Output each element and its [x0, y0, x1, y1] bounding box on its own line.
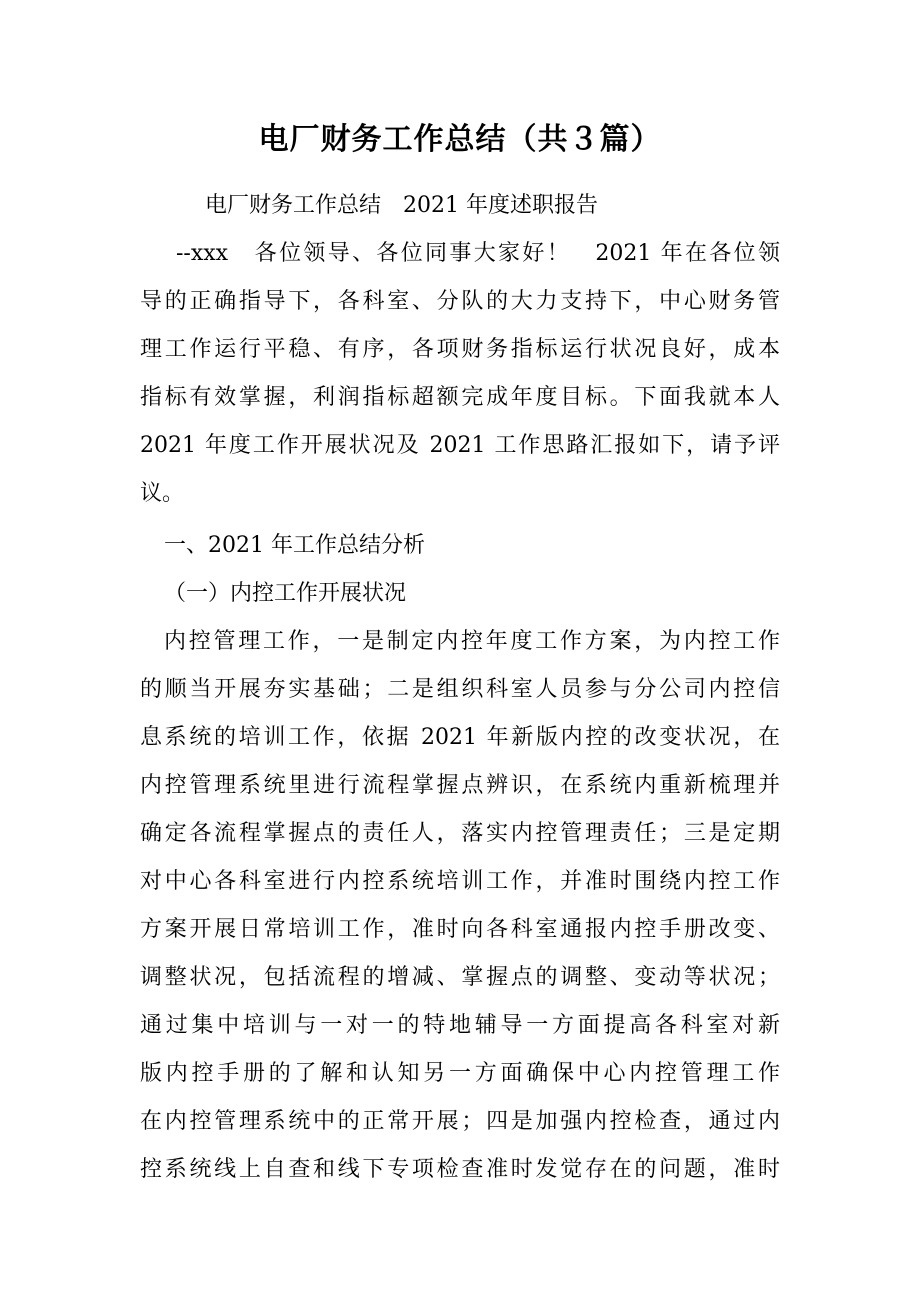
paragraph-line: 在内控管理系统中的正常开展；四是加强内控检查，通过内 [140, 1109, 780, 1134]
paragraph-line: 息系统的培训工作，依据 2021 年新版内控的改变状况，在 [140, 725, 780, 750]
paragraph-line: 确定各流程掌握点的责任人，落实内控管理责任；三是定期 [140, 821, 780, 846]
paragraph-line: 议。 [140, 481, 185, 506]
paragraph-line: 内控管理工作，一是制定内控年度工作方案，为内控工作 [164, 629, 780, 654]
paragraph-line: 控系统线上自查和线下专项检查准时发觉存在的问题，准时 [140, 1157, 780, 1182]
paragraph-line: 的顺当开展夯实基础；二是组织科室人员参与分公司内控信 [140, 677, 780, 702]
paragraph-line: 通过集中培训与一对一的特地辅导一方面提高各科室对新 [140, 1013, 780, 1038]
paragraph-line: 2021 年度工作开展状况及 2021 工作思路汇报如下，请予评 [140, 433, 780, 458]
paragraph-line: 调整状况，包括流程的增减、掌握点的调整、变动等状况； [140, 965, 780, 990]
paragraph-line: 导的正确指导下，各科室、分队的大力支持下，中心财务管 [140, 289, 780, 314]
subsection-heading: （一）内控工作开展状况 [164, 581, 407, 606]
paragraph-line: 内控管理系统里进行流程掌握点辨识，在系统内重新梳理并 [140, 773, 780, 798]
paragraph-line: 理工作运行平稳、有序，各项财务指标运行状况良好，成本 [140, 337, 780, 362]
subtitle-line: 电厂财务工作总结 2021 年度述职报告 [205, 193, 598, 218]
paragraph-line: 版内控手册的了解和认知另一方面确保中心内控管理工作 [140, 1061, 780, 1086]
paragraph-line: 对中心各科室进行内控系统培训工作，并准时围绕内控工作 [140, 869, 780, 894]
paragraph-line: 方案开展日常培训工作，准时向各科室通报内控手册改变、 [140, 917, 780, 942]
paragraph-line: 指标有效掌握，利润指标超额完成年度目标。下面我就本人 [140, 385, 780, 410]
section-heading: 一、2021 年工作总结分析 [164, 533, 425, 558]
paragraph-line: --xxx 各位领导、各位同事大家好！ 2021 年在各位领 [176, 241, 780, 266]
document-title: 电厂财务工作总结（共３篇） [258, 122, 662, 157]
